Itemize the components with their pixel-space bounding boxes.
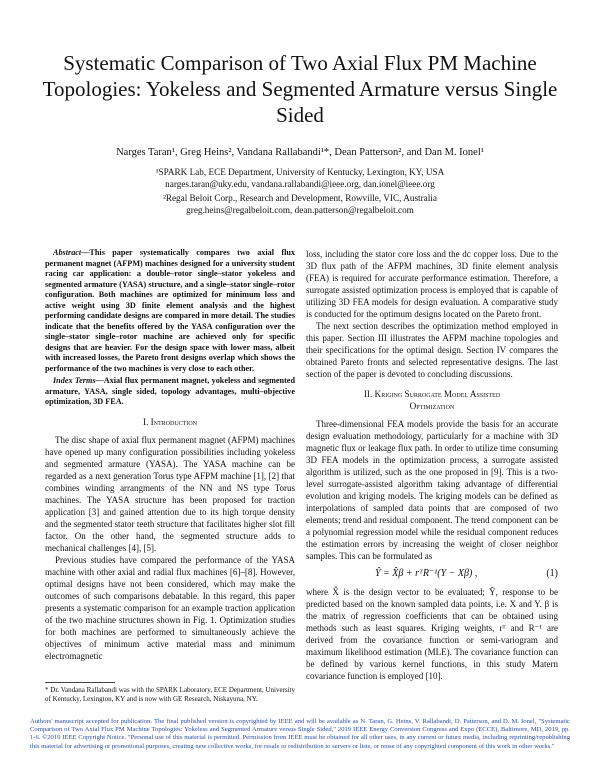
- paper-title: Systematic Comparison of Two Axial Flux PM Machine Topologies: Yokeless and Segmented Armature versus Single Sided: [42, 51, 558, 127]
- section-2-paragraph-1: Three-dimensional FEA models provide the basis for an accurate design evaluation methodology, particularly for a machine with 3D magnetic flux or leakage flux path. In order to utilize time consuming 3D FEA models in the optimization process, a surrogate assisted algorithm is utilized, such as the one proposed in [9]. This is a two-level surrogate-assisted algorithm taking advantage of differential evolution and kriging models. The kriging models can be defined as interpolations of sampled data points that are composed of two elements; trend and residual component. The trend component can be a polynomial regression model while the residual component reduces the estimation errors by increasing the weight of closer neighbor samples. This can be formulated as: [306, 419, 558, 561]
- section-2-heading-line-2: Optimization: [409, 401, 455, 411]
- section-2-heading: [306, 388, 558, 412]
- index-terms-lead: Index Terms: [53, 376, 96, 385]
- equation-1-body: Ŷ = X̂β + rᵀR⁻¹(Y − Xβ) ,: [374, 568, 478, 579]
- index-terms-text: —Axial flux permanent magnet, yokeless and segmented armature, YASA, single sided, topology advantages, multi–objective optimization, 3D FEA.: [45, 376, 295, 406]
- index-terms: [45, 376, 295, 408]
- affiliation-2-org: ²Regal Beloit Corp., Research and Development, Rowville, VIC, Australia: [163, 193, 437, 203]
- abstract-text: —This paper systematically compares two axial flux permanent magnet (AFPM) machines designed for a university student racing car application: a double–rotor single–stator yokeless and segmented armature (YASA) structure, and a single–stator single–rotor configuration. Both machines are optimized for minimum loss and active weight using 3D finite element analysis and the highest performing candidate designs are compared in more detail. The studies indicate that the benefits offered by the YASA configuration over the single–stator single–rotor machine are achieved only for specific designs that are heavier. For the design space with lower mass, albeit with increased losses, the Pareto front designs overlap which shows the performance of the two machines is very close to each other.: [45, 248, 295, 373]
- equation-1-number: (1): [546, 568, 558, 579]
- affiliation-2: [40, 193, 560, 216]
- section-1-paragraph-2: Previous studies have compared the performance of the YASA machine with other axial and radial flux machines [6]–[8]. However, optimal designs have not been considered, which may make the outcomes of such comparisons debatable. In this regard, this paper presents a systematic comparison for an example traction application of the two machine structures shown in Fig. 1. Optimization studies for both machines are performed to simultaneously achieve the objectives of minimum active material mass and minimum electromagnetic: [45, 554, 295, 661]
- section-1-paragraph-1: The disc shape of axial flux permanent magnet (AFPM) machines have opened up many configuration possibilities including yokeless and segmented armature (YASA). The YASA machine can be regarded as a next generation Torus type AFPM machine [1], [2] that combines winding arrangments of the NN and NS type Torus machines. The YASA structure has been proposed for traction application [3] and gained attention due to its high torque density and the segmented stator teeth structure that facilitates higher slot fill factor. On the other hand, the segmented structure adds to mechanical challenges [4], [5].: [45, 434, 295, 553]
- equation-1: [306, 568, 558, 580]
- section-2-paragraph-2: where X̂ is the design vector to be evaluated; Ŷ, response to be predicted based on the known sampled data points, i.e. X and Y. β is the matrix of regression coefficients that can be obtained using methods such as least squares. Kriging weights, rᵀ and R⁻¹ are derived from the covariance function or semi-variogram and maximum likelihood estimation (MLE). The covariance function can be defined by various kernel functions, in this study Matern covariance function is employed [10].: [306, 587, 558, 681]
- right-paragraph-1: loss, including the stator core loss and the dc copper loss. Due to the 3D flux path of the AFPM machines, 3D finite element analysis (FEA) is required for accurate performance estimation. Therefore, a surrogate assisted optimization process is employed that is capable of utilizing 3D FEA models for design evaluation. A comparative study is conducted for the optimum designs located on the Pareto front.: [306, 249, 558, 319]
- author-list: Narges Taran¹, Greg Heins², Vandana Rallabandi¹*, Dean Patterson², and Dan M. Ionel¹: [116, 147, 484, 158]
- right-column: [306, 248, 558, 682]
- affiliation-1-emails: narges.taran@uky.edu, vandana.rallabandi@ieee.org, dan.ionel@ieee.org: [165, 178, 435, 189]
- abstract-lead: Abstract: [53, 248, 82, 257]
- section-2-heading-line-1: II. Kriging Surrogate Model Assisted: [363, 389, 501, 399]
- right-paragraph-2: The next section describes the optimization method employed in this paper. Section III illustrates the AFPM machine topologies and their specifications for the optimal design. Section IV compares the obtained Pareto fronts and selected representative designs. The last section of the paper is devoted to concluding discussions.: [306, 321, 558, 379]
- copyright-notice: Authors' manuscript accepted for publication. The final published version is copyrighted by IEEE and will be available as N. Taran, G. Heins, V. Rallabandi, D. Patterson, and D. M. Ionel, "Systematic Comparison of Two Axial Flux PM Machine Topologies: Yokeless and Segmented Armature versus Single Sided," 2019 IEEE Energy Conversion Congress and Expo (ECCE), Baltimore, MD, 2019, pp. 1-6. ©2019 IEEE Copyright Notice. "Personal use of this material is permitted. Permission from IEEE must be obtained for all other uses, in any current or future media, including reprinting/republishing this material for advertising or promotional purposes, creating new collective works, for resale or redistribution to servers or lists, or reuse of any copyrighted component of this work in other works.": [30, 718, 570, 750]
- left-column: [45, 248, 295, 662]
- affiliation-1: [40, 167, 560, 190]
- affiliation-2-emails: greg.heins@regalbeloit.com, dean.patterson@regalbeloit.com: [186, 204, 414, 215]
- footnote: * Dr. Vandana Rallabandi was with the SPARK Laboratory, ECE Department, University of Kentucky, Lexington, KY and is now with GE Research, Niskayuna, NY.: [45, 686, 295, 703]
- footnote-divider: [45, 682, 115, 683]
- abstract: [45, 248, 295, 374]
- affiliation-1-org: ¹SPARK Lab, ECE Department, University of Kentucky, Lexington, KY, USA: [155, 167, 445, 177]
- section-1-heading: I. Introduction: [142, 416, 198, 427]
